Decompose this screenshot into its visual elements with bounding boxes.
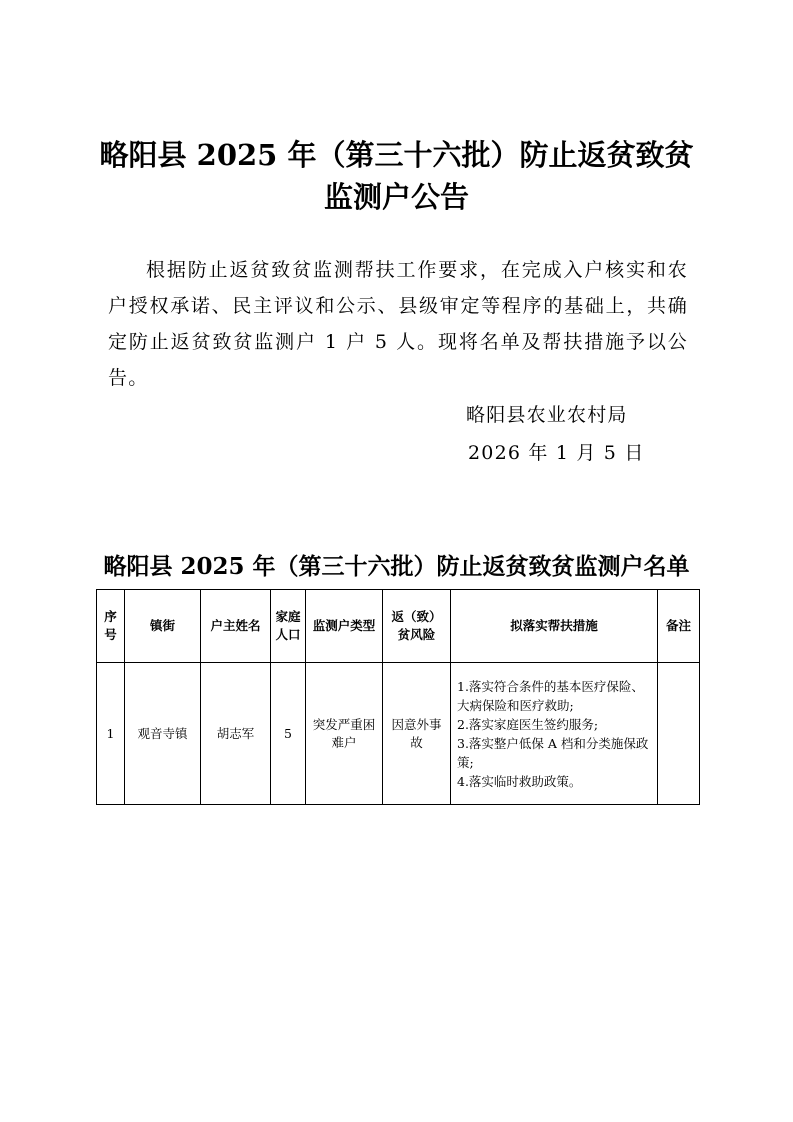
document-title-line-2: 监测户公告 — [323, 180, 469, 214]
cell-notes — [658, 663, 700, 805]
cell-household-head: 胡志军 — [201, 663, 271, 805]
cell-measures — [451, 663, 658, 805]
cell-household-type: 突发严重困难户 — [306, 663, 383, 805]
measure-item: 4.落实临时救助政策。 — [457, 773, 582, 789]
header-family-size: 家庭人口 — [271, 590, 306, 663]
header-measures: 拟落实帮扶措施 — [451, 590, 658, 663]
table-row — [97, 663, 700, 805]
header-seq: 序号 — [97, 590, 125, 663]
monitored-households-table — [96, 589, 700, 805]
header-town: 镇街 — [125, 590, 201, 663]
measure-item: 3.落实整户低保 A 档和分类施保政策; — [457, 735, 649, 770]
table-header-row — [97, 590, 700, 663]
cell-family-size: 5 — [271, 663, 306, 805]
header-household-head: 户主姓名 — [201, 590, 271, 663]
header-household-type: 监测户类型 — [306, 590, 383, 663]
issue-date: 2026 年 1 月 5 日 — [468, 442, 645, 464]
table-title: 略阳县 2025 年（第三十六批）防止返贫致贫监测户名单 — [103, 553, 690, 580]
cell-seq: 1 — [97, 663, 125, 805]
header-risk: 返（致）贫风险 — [383, 590, 451, 663]
issuing-organization: 略阳县农业农村局 — [466, 404, 628, 426]
measure-item: 2.落实家庭医生签约服务; — [457, 716, 599, 732]
measure-item: 1.落实符合条件的基本医疗保险、大病保险和医疗救助; — [457, 678, 644, 713]
header-notes: 备注 — [658, 590, 700, 663]
announcement-paragraph: 根据防止返贫致贫监测帮扶工作要求，在完成入户核实和农户授权承诺、民主评议和公示、县级审定等程序的基础上，共确定防止返贫致贫监测户 1 户 5 人。现将名单及帮扶措施予以公告。 — [108, 259, 688, 389]
cell-town: 观音寺镇 — [125, 663, 201, 805]
cell-risk: 因意外事故 — [383, 663, 451, 805]
document-title-line-1: 略阳县 2025 年（第三十六批）防止返贫致贫 — [99, 138, 694, 172]
